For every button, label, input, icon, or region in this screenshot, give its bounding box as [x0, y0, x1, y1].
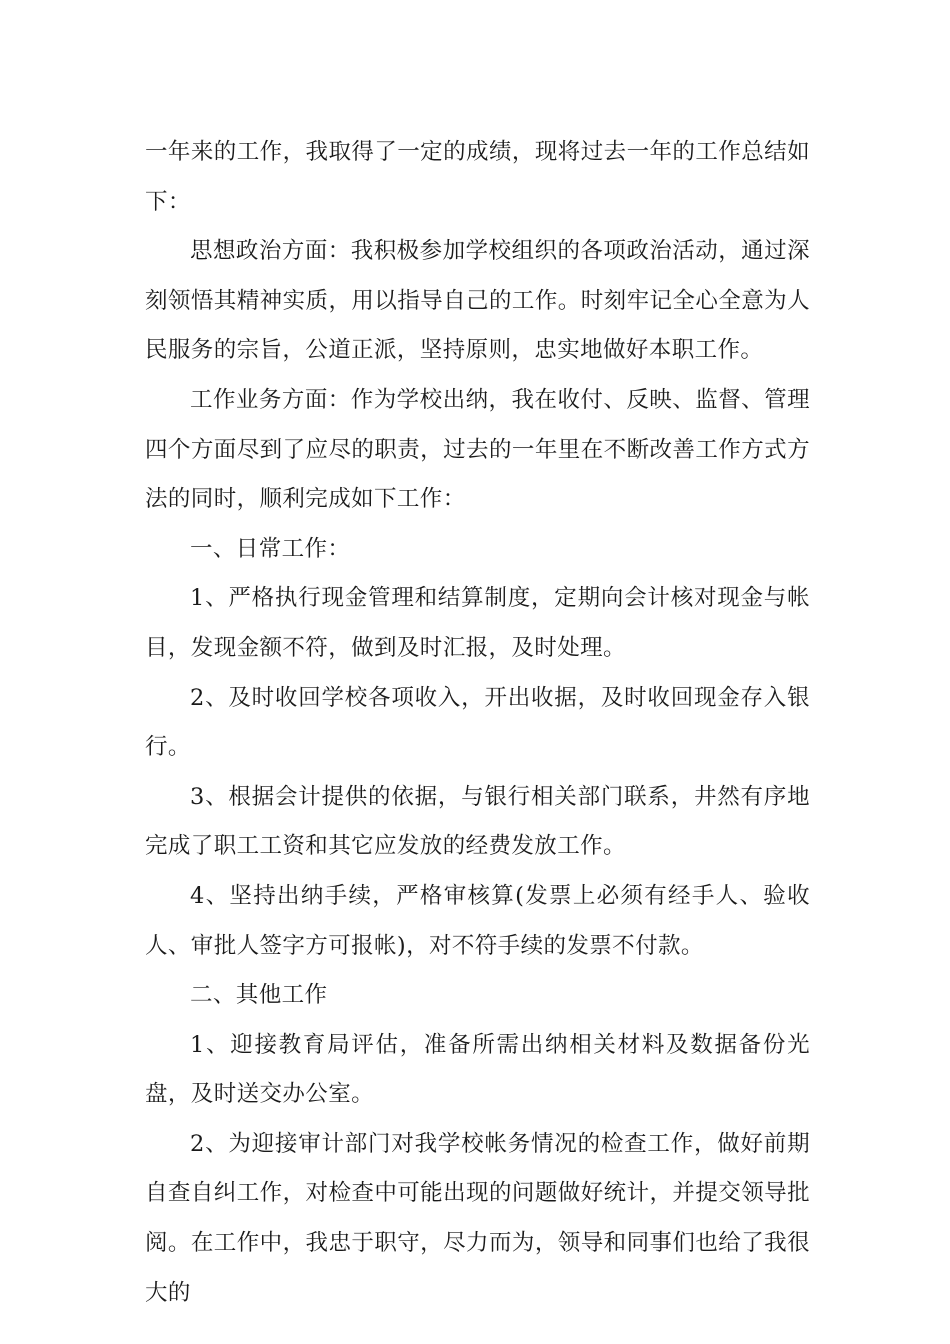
paragraph-intro: 一年来的工作，我取得了一定的成绩，现将过去一年的工作总结如下：: [145, 139, 810, 215]
list-item-other-1: 1、迎接教育局评估，准备所需出纳相关材料及数据备份光盘，及时送交办公室。: [145, 1031, 810, 1108]
document-body: [145, 128, 810, 1318]
list-item-daily-3: 3、根据会计提供的依据，与银行相关部门联系，井然有序地完成了职工工资和其它应发放的经费发放工作。: [145, 783, 810, 860]
list-item-daily-4: 4、坚持出纳手续，严格审核算(发票上必须有经手人、验收人、审批人签字方可报帐)，对不符手续的发票不付款。: [145, 882, 810, 959]
heading-daily-work: 一、日常工作：: [190, 535, 351, 562]
list-item-daily-1: 1、严格执行现金管理和结算制度，定期向会计核对现金与帐目，发现金额不符，做到及时汇报，及时处理。: [145, 585, 810, 661]
list-item-daily-2: 2、及时收回学校各项收入，开出收据，及时收回现金存入银行。: [145, 684, 810, 761]
heading-other-work: 二、其他工作: [190, 982, 328, 1009]
paragraph-business: 工作业务方面：作为学校出纳，我在收付、反映、监督、管理四个方面尽到了应尽的职责，过去的一年里在不断改善工作方式方法的同时，顺利完成如下工作：: [145, 386, 810, 513]
list-item-other-2: 2、为迎接审计部门对我学校帐务情况的检查工作，做好前期自查自纠工作，对检查中可能出现的问题做好统计，并提交领导批阅。在工作中，我忠于职守，尽力而为，领导和同事们也给了我很大的: [145, 1130, 810, 1306]
paragraph-political: 思想政治方面：我积极参加学校组织的各项政治活动，通过深刻领悟其精神实质，用以指导自己的工作。时刻牢记全心全意为人民服务的宗旨，公道正派，坚持原则，忠实地做好本职工作。: [145, 238, 810, 364]
